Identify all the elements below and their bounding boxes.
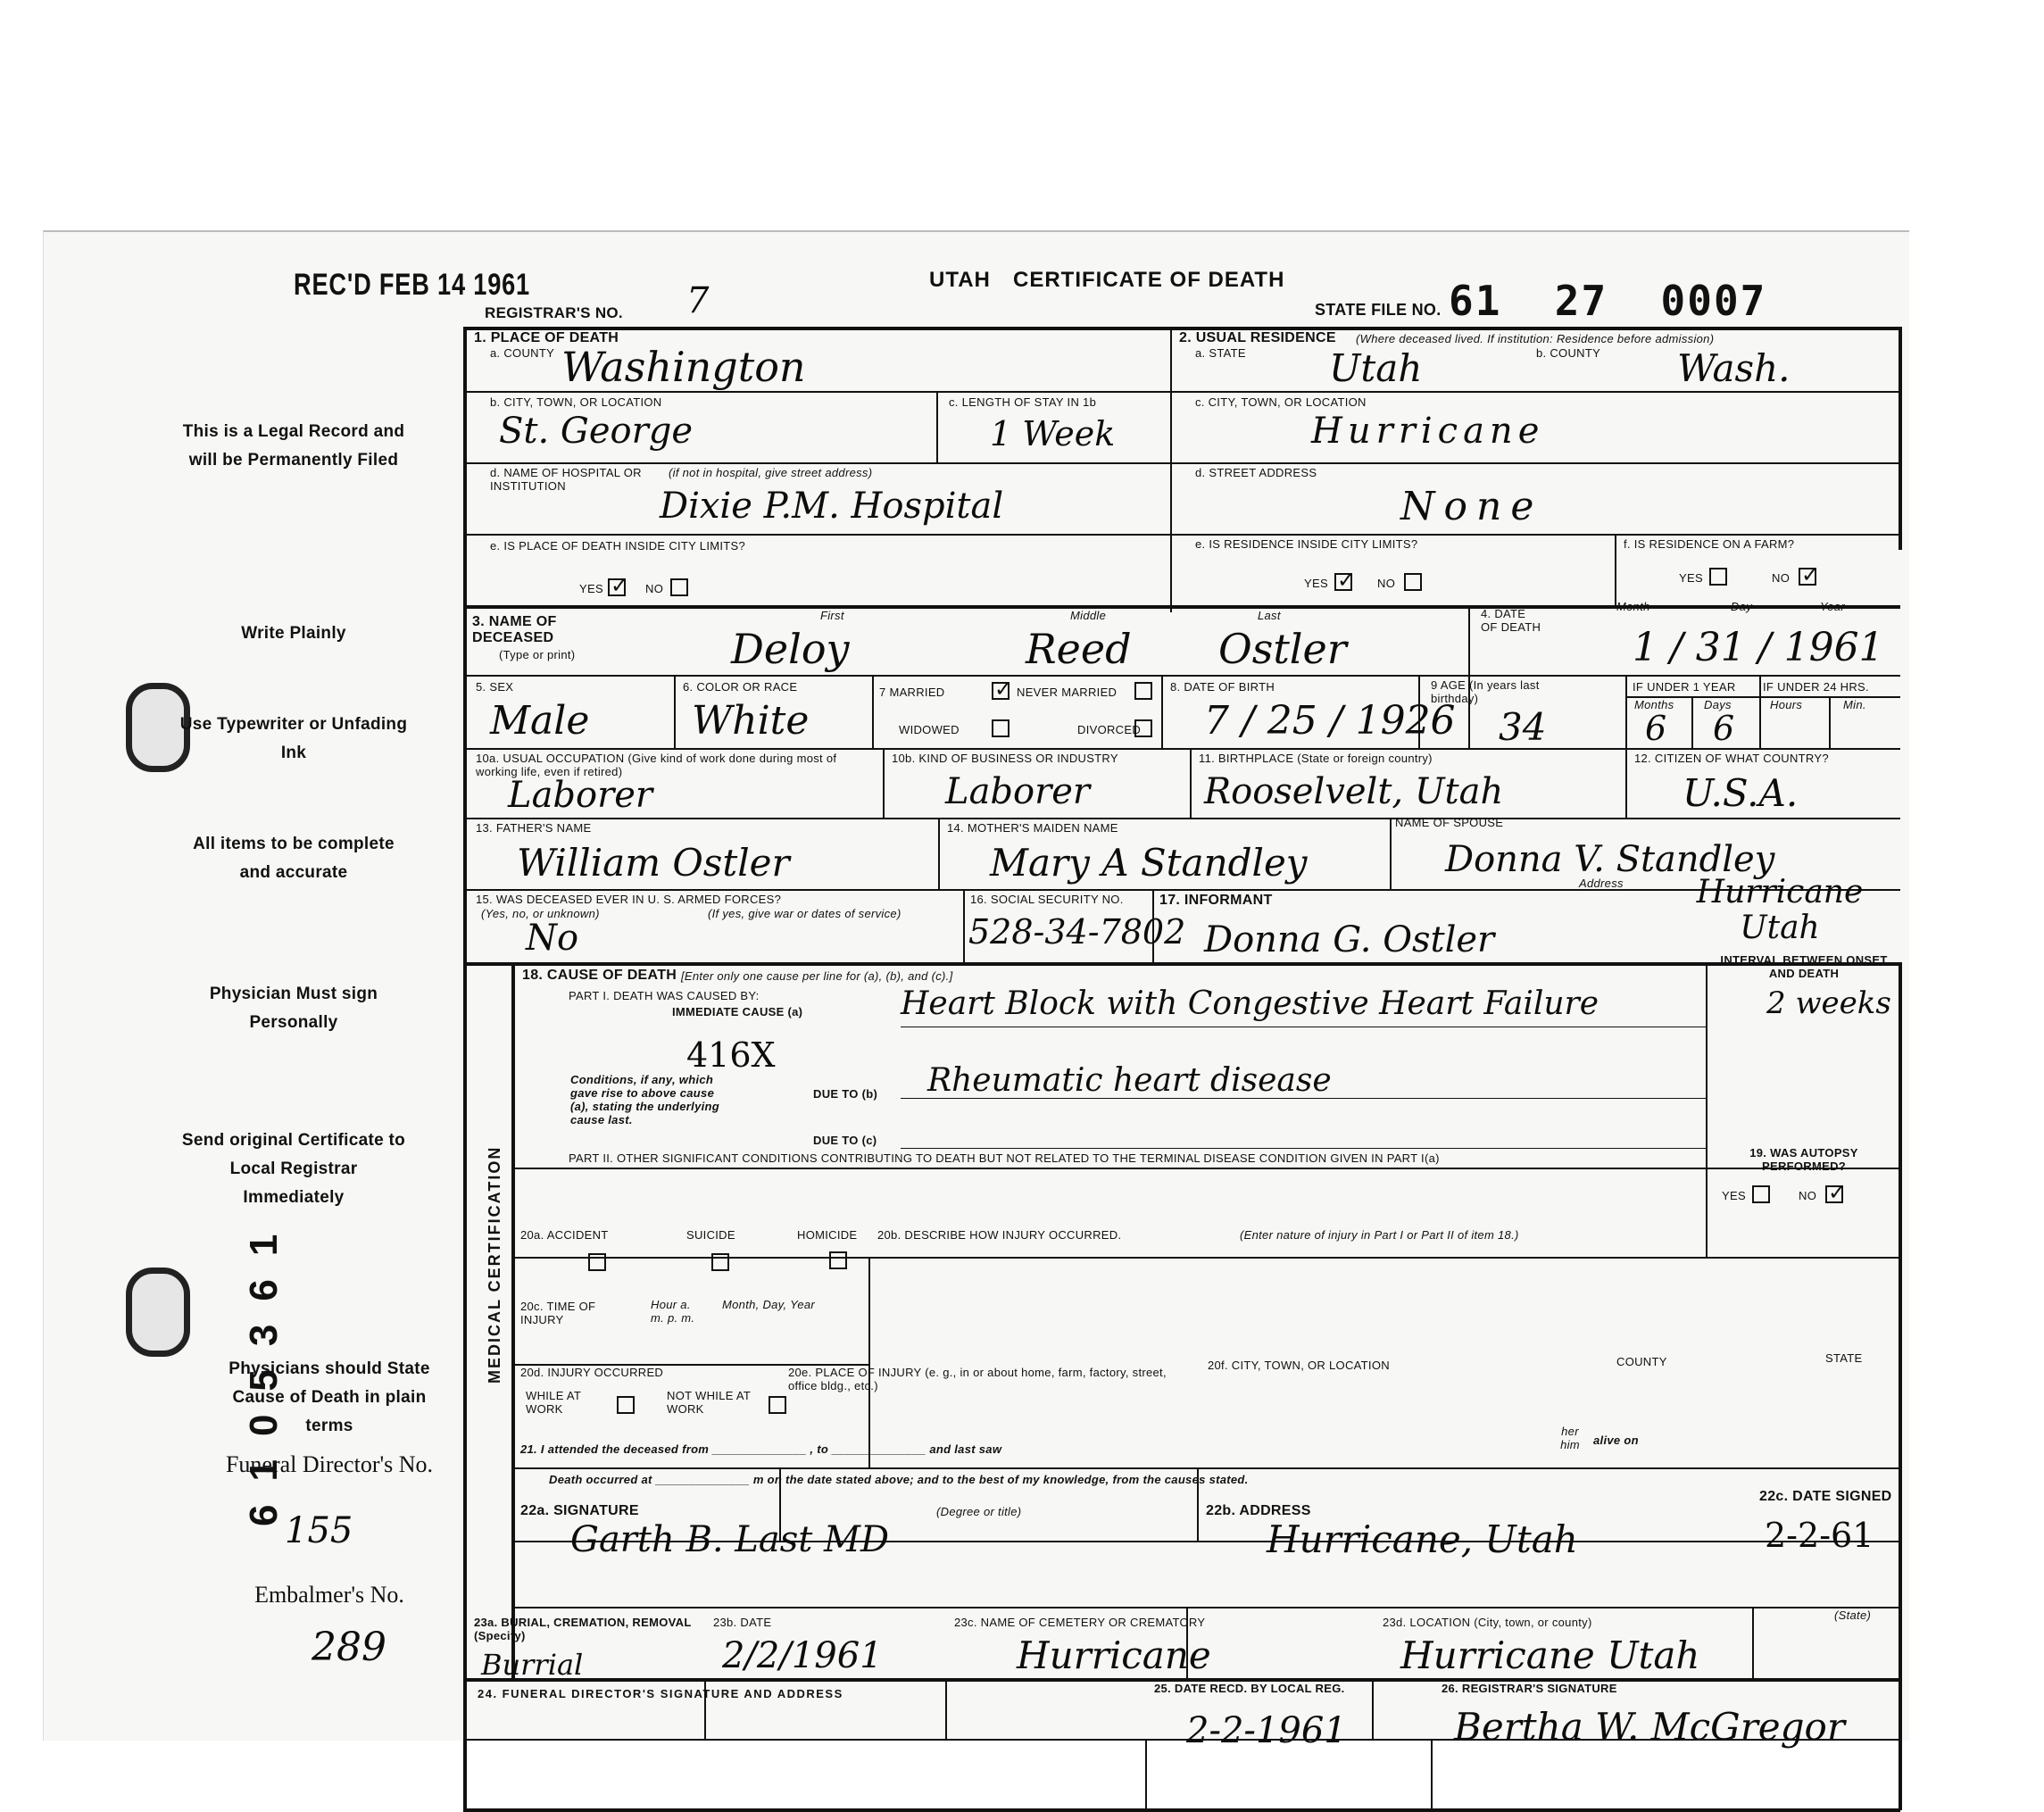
pod-inside-yes-checkbox[interactable] xyxy=(608,578,626,596)
received-stamp: REC'D FEB 14 1961 xyxy=(294,268,530,302)
ssn: 528-34-7802 xyxy=(968,912,1186,952)
cemetery-label: 23c. NAME OF CEMETERY OR CREMATORY xyxy=(954,1616,1206,1629)
widowed-label: WIDOWED xyxy=(899,723,960,736)
embalmer-label: Embalmer's No. xyxy=(254,1582,404,1608)
autopsy-yes-label: YES xyxy=(1722,1189,1746,1202)
res-no-label: NO xyxy=(1377,577,1396,590)
father-label: 13. FATHER'S NAME xyxy=(476,821,592,835)
year-label: Year xyxy=(1820,600,1845,613)
residence-label: 2. USUAL RESIDENCE xyxy=(1179,330,1336,345)
married-checkbox[interactable] xyxy=(992,682,1010,700)
injury-desc-note: (Enter nature of injury in Part I or Part II of item 18.) xyxy=(1240,1228,1519,1242)
burial-state-label: (State) xyxy=(1834,1608,1872,1622)
injury-occurred-label: 20d. INJURY OCCURRED xyxy=(520,1366,664,1379)
side-note-send: Send original Certificate to Local Registrar Immediately xyxy=(181,1131,406,1207)
min-label: Min. xyxy=(1843,698,1866,711)
physician-address: Hurricane, Utah xyxy=(1267,1517,1578,1561)
informant-label: 17. INFORMANT xyxy=(1159,893,1273,908)
race: White xyxy=(692,698,810,744)
side-note-typewriter: Use Typewriter or Unfading Ink xyxy=(179,715,408,762)
never-married-checkbox[interactable] xyxy=(1134,682,1152,700)
burial-type-label: 23a. BURIAL, CREMATION, REMOVAL (Specify) xyxy=(474,1616,692,1642)
burial-location-label: 23d. LOCATION (City, town, or county) xyxy=(1383,1616,1592,1629)
registrar-number-label: REGISTRAR'S NO. xyxy=(485,304,623,321)
citizen-label: 12. CITIZEN OF WHAT COUNTRY? xyxy=(1634,752,1829,765)
homicide-checkbox[interactable] xyxy=(829,1251,847,1269)
immediate-cause-label: IMMEDIATE CAUSE (a) xyxy=(672,1005,803,1018)
month-label: Month xyxy=(1616,600,1650,613)
time-of-injury-label: 20c. TIME OF INJURY xyxy=(520,1300,596,1326)
informant: Donna G. Ostler xyxy=(1204,919,1495,960)
birthplace-label: 11. BIRTHPLACE (State or foreign country) xyxy=(1199,752,1433,765)
res-inside-limits-label: e. IS RESIDENCE INSIDE CITY LIMITS? xyxy=(1195,537,1418,551)
side-note-cause-terms: Physicians should State Cause of Death in plain terms xyxy=(228,1359,430,1435)
business: Laborer xyxy=(945,771,1091,812)
certificate-title: CERTIFICATE OF DEATH xyxy=(1013,268,1285,292)
autopsy-label: 19. WAS AUTOPSY PERFORMED? xyxy=(1749,1146,1858,1173)
funeral-director-number: 155 xyxy=(285,1510,353,1551)
spouse: Donna V. Standley xyxy=(1445,839,1775,880)
physician-signature: Garth B. Last MD xyxy=(570,1519,890,1560)
due-to-b: Rheumatic heart disease xyxy=(927,1062,1332,1099)
cause-note: [Enter only one cause per line for (a), (b), and (c).] xyxy=(681,969,953,983)
res-inside-yes-checkbox[interactable] xyxy=(1334,573,1352,591)
res-inside-no-checkbox[interactable] xyxy=(1404,573,1422,591)
side-note-plainly: Write Plainly xyxy=(241,624,346,643)
res-farm-label: f. IS RESIDENCE ON A FARM? xyxy=(1624,537,1795,551)
occupation-label: 10a. USUAL OCCUPATION (Give kind of work done during most of working life, even if retired) xyxy=(476,752,837,778)
armed-note-2: (If yes, give war or dates of service) xyxy=(708,907,902,920)
never-married-label: NEVER MARRIED xyxy=(1017,686,1118,699)
pod-county-label: a. COUNTY xyxy=(490,346,555,360)
birthplace: Rooselvelt, Utah xyxy=(1204,771,1504,812)
sex-label: 5. SEX xyxy=(476,680,514,694)
pod-yes-label: YES xyxy=(579,582,603,595)
alive-on-label: alive on xyxy=(1593,1434,1639,1447)
medical-certification-label: MEDICAL CERTIFICATION xyxy=(486,1145,503,1384)
race-label: 6. COLOR OR RACE xyxy=(683,680,798,694)
father: William Ostler xyxy=(517,841,790,885)
res-yes-label: YES xyxy=(1304,577,1328,590)
cemetery: Hurricane xyxy=(1017,1633,1211,1677)
informant-address-label: Address xyxy=(1579,877,1624,890)
deceased-middle: Reed xyxy=(1026,625,1132,673)
first-label: First xyxy=(820,609,844,622)
death-date: 1 / 31 / 1961 xyxy=(1633,625,1884,670)
pod-county: Washington xyxy=(561,343,806,391)
death-date-label: 4. DATE OF DEATH xyxy=(1481,607,1541,634)
funeral-director-label: Funeral Director's No. xyxy=(225,1451,434,1477)
immediate-cause: Heart Block with Congestive Heart Failure xyxy=(901,985,1599,1022)
death-occurred-line: Death occurred at ______________ m on the date stated above; and to the best of my knowledge, from the causes stated. xyxy=(549,1473,1249,1486)
hours-label: Hours xyxy=(1770,698,1803,711)
spouse-label: NAME OF SPOUSE xyxy=(1395,816,1504,829)
pod-city: St. George xyxy=(499,411,694,452)
not-at-work-label: NOT WHILE AT WORK xyxy=(667,1389,751,1416)
homicide-label: HOMICIDE xyxy=(797,1228,858,1242)
burial-date: 2/2/1961 xyxy=(722,1635,883,1676)
injury-state-label: STATE xyxy=(1825,1351,1863,1365)
cause-of-death-label: 18. CAUSE OF DEATH xyxy=(522,968,677,983)
pod-city-label: b. CITY, TOWN, OR LOCATION xyxy=(490,395,662,409)
side-note-complete: All items to be complete and accurate xyxy=(193,835,395,882)
date-signed-label: 22c. DATE SIGNED xyxy=(1759,1489,1892,1504)
occupation: Laborer xyxy=(508,775,653,816)
burial-date-label: 23b. DATE xyxy=(713,1616,772,1629)
date-signed: 2-2-61 xyxy=(1765,1516,1874,1555)
birth-date: 7 / 25 / 1926 xyxy=(1204,698,1456,744)
armed-forces: No xyxy=(526,918,579,959)
mdy-label: Month, Day, Year xyxy=(722,1298,816,1311)
under-1-year-label: IF UNDER 1 YEAR xyxy=(1633,680,1736,694)
birth-label: 8. DATE OF BIRTH xyxy=(1170,680,1275,694)
res-county-label: b. COUNTY xyxy=(1536,346,1601,360)
deceased-last: Ostler xyxy=(1218,625,1347,673)
months-label: Months xyxy=(1634,698,1674,711)
certificate-page xyxy=(43,230,1909,1751)
title-state: UTAH xyxy=(929,268,991,292)
pod-hospital: Dixie P.M. Hospital xyxy=(660,486,1004,527)
conditions-label: Conditions, if any, which gave rise to above cause (a), stating the underlying cause last. xyxy=(570,1073,719,1126)
injury-city-label: 20f. CITY, TOWN, OR LOCATION xyxy=(1208,1359,1390,1372)
farm-yes-label: YES xyxy=(1679,571,1703,585)
accident-label: 20a. ACCIDENT xyxy=(520,1228,609,1242)
middle-label: Middle xyxy=(1070,609,1107,622)
divorced-checkbox[interactable] xyxy=(1134,719,1152,737)
deceased-type-note: (Type or print) xyxy=(499,648,576,661)
while-at-work-label: WHILE AT WORK xyxy=(526,1389,581,1416)
vertical-certificate-number: 6105361 xyxy=(242,1210,286,1526)
burial-type: Burrial xyxy=(481,1648,584,1682)
armed-note-1: (Yes, no, or unknown) xyxy=(481,907,600,920)
burial-location: Hurricane Utah xyxy=(1400,1633,1700,1677)
punch-hole-bottom xyxy=(126,1268,190,1357)
married-label: 7 MARRIED xyxy=(879,686,945,699)
farm-yes-checkbox[interactable] xyxy=(1709,568,1727,586)
pod-inside-no-checkbox[interactable] xyxy=(670,578,688,596)
date-recd-local-label: 25. DATE RECD. BY LOCAL REG. xyxy=(1154,1682,1345,1695)
signature-label: 22a. SIGNATURE xyxy=(520,1503,639,1518)
res-street-label: d. STREET ADDRESS xyxy=(1195,466,1317,479)
date-recd-local: 2-2-1961 xyxy=(1186,1710,1347,1751)
pod-stay: 1 Week xyxy=(990,414,1116,453)
registrar-signature: Bertha W. McGregor xyxy=(1454,1705,1845,1749)
farm-no-label: NO xyxy=(1772,571,1791,585)
her-him-label: her him xyxy=(1560,1425,1580,1451)
res-street: None xyxy=(1400,484,1543,529)
state-file-number: 61 27 0007 xyxy=(1449,277,1767,325)
pod-no-label: NO xyxy=(645,582,664,595)
deceased-name-label: 3. NAME OF DECEASED xyxy=(472,614,557,645)
days-label: Days xyxy=(1704,698,1732,711)
registrar-signature-label: 26. REGISTRAR'S SIGNATURE xyxy=(1442,1682,1617,1695)
suicide-label: SUICIDE xyxy=(686,1228,735,1242)
mother: Mary A Standley xyxy=(990,841,1308,885)
injury-desc-label: 20b. DESCRIBE HOW INJURY OCCURRED. xyxy=(877,1228,1122,1242)
due-to-b-label: DUE TO (b) xyxy=(813,1087,878,1101)
interval-label: INTERVAL BETWEEN ONSET AND DEATH xyxy=(1720,953,1888,980)
residence-note: (Where deceased lived. If institution: Residence before admission) xyxy=(1356,332,1715,345)
pod-hospital-label: d. NAME OF HOSPITAL OR INSTITUTION xyxy=(490,466,642,493)
months-value: 6 xyxy=(1645,709,1667,748)
side-note-legal: This is a Legal Record and will be Permanently Filed xyxy=(182,422,405,470)
embalmer-number: 289 xyxy=(312,1625,386,1670)
sex: Male xyxy=(490,698,590,744)
accident-checkbox[interactable] xyxy=(588,1253,606,1271)
res-county: Wash. xyxy=(1677,346,1791,390)
autopsy-yes-checkbox[interactable] xyxy=(1752,1185,1770,1203)
res-city-label: c. CITY, TOWN, OR LOCATION xyxy=(1195,395,1367,409)
res-state-label: a. STATE xyxy=(1195,346,1246,360)
due-to-c-label: DUE TO (c) xyxy=(813,1134,877,1147)
place-of-injury-label: 20e. PLACE OF INJURY (e. g., in or about home, farm, factory, street, office bldg., etc.) xyxy=(788,1366,1167,1392)
funeral-director-signature-label: 24. FUNERAL DIRECTOR'S SIGNATURE AND ADDRESS xyxy=(478,1687,843,1700)
attended-line: 21. I attended the deceased from ______________ , to ______________ and last saw xyxy=(520,1442,1002,1456)
autopsy-no-checkbox[interactable] xyxy=(1825,1185,1843,1203)
autopsy-no-label: NO xyxy=(1799,1189,1817,1202)
age-label: 9 AGE (In years last birthday) xyxy=(1431,678,1540,705)
suicide-checkbox[interactable] xyxy=(711,1253,729,1271)
farm-no-checkbox[interactable] xyxy=(1799,568,1816,586)
mother-label: 14. MOTHER'S MAIDEN NAME xyxy=(947,821,1118,835)
business-label: 10b. KIND OF BUSINESS OR INDUSTRY xyxy=(892,752,1118,765)
pod-inside-limits-label: e. IS PLACE OF DEATH INSIDE CITY LIMITS? xyxy=(490,539,746,553)
armed-forces-label: 15. WAS DECEASED EVER IN U. S. ARMED FORCES? xyxy=(476,893,782,906)
res-city: Hurricane xyxy=(1311,411,1545,452)
hour-label: Hour a. m. p. m. xyxy=(651,1298,695,1325)
citizen: U.S.A. xyxy=(1683,771,1799,815)
cause-code: 416X xyxy=(686,1035,776,1075)
days-value: 6 xyxy=(1713,709,1735,748)
not-at-work-checkbox[interactable] xyxy=(769,1396,786,1414)
physician-address-label: 22b. ADDRESS xyxy=(1206,1503,1311,1518)
injury-county-label: COUNTY xyxy=(1616,1355,1667,1368)
age: 34 xyxy=(1499,705,1547,749)
ssn-label: 16. SOCIAL SECURITY NO. xyxy=(970,893,1124,906)
degree-label: (Degree or title) xyxy=(936,1505,1022,1518)
place-of-death-label: 1. PLACE OF DEATH xyxy=(474,330,619,345)
while-at-work-checkbox[interactable] xyxy=(617,1396,635,1414)
part2-label: PART II. OTHER SIGNIFICANT CONDITIONS CONTRIBUTING TO DEATH BUT NOT RELATED TO THE TERMINAL DISEASE CONDITION GIVEN IN PART I(a) xyxy=(569,1151,1440,1165)
state-file-label: STATE FILE NO. xyxy=(1315,301,1442,319)
part1-label: PART I. DEATH WAS CAUSED BY: xyxy=(569,989,760,1002)
res-state: Utah xyxy=(1329,346,1423,390)
pod-hospital-note: (if not in hospital, give street address) xyxy=(669,466,873,479)
divorced-label: DIVORCED xyxy=(1077,723,1142,736)
pod-stay-label: c. LENGTH OF STAY IN 1b xyxy=(949,395,1097,409)
deceased-first: Deloy xyxy=(731,625,850,673)
interval-value: 2 weeks xyxy=(1766,985,1891,1021)
day-label: Day xyxy=(1731,600,1753,613)
last-label: Last xyxy=(1258,609,1281,622)
under-24-hrs-label: IF UNDER 24 HRS. xyxy=(1763,680,1869,694)
side-note-physician: Physician Must sign Personally xyxy=(209,985,378,1032)
registrar-number: 7 xyxy=(686,280,710,321)
informant-address: Hurricane Utah xyxy=(1696,874,1864,946)
widowed-checkbox[interactable] xyxy=(992,719,1010,737)
